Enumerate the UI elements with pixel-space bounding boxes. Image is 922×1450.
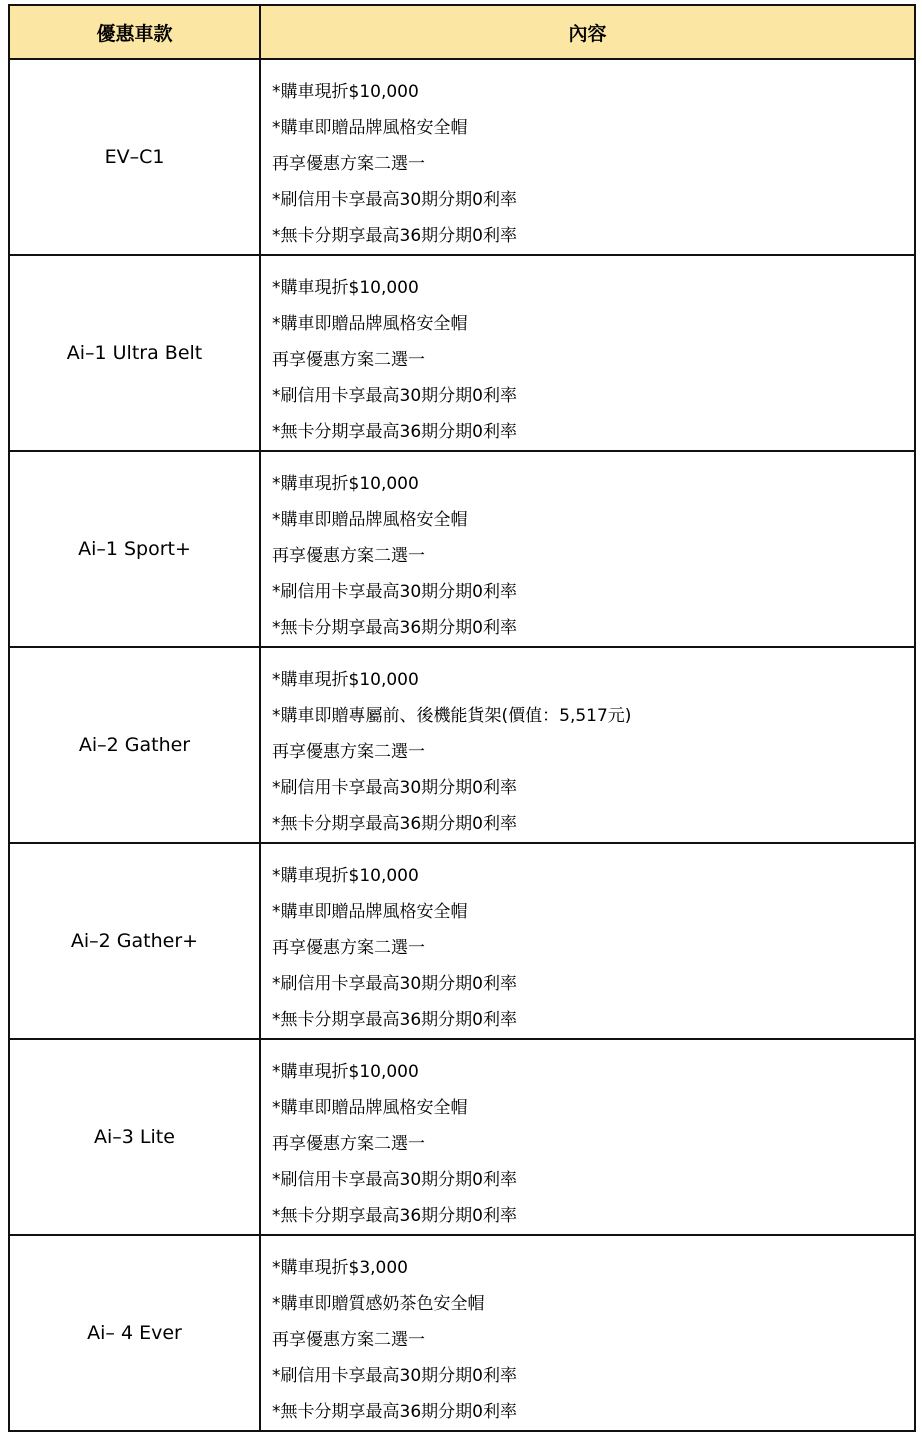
promo-table-body <box>9 59 915 1431</box>
content-line: *刷信用卡享最高30期分期0利率 <box>272 1366 517 1386</box>
content-line: *購車現折$10,000 <box>272 278 419 298</box>
content-line: 再享優惠方案二選一 <box>272 546 425 566</box>
content-line: *購車即贈質感奶茶色安全帽 <box>272 1294 485 1314</box>
content-line: *購車現折$3,000 <box>272 1258 408 1278</box>
content-line: *購車現折$10,000 <box>272 866 419 886</box>
content-cell <box>260 451 915 647</box>
content-line: 再享優惠方案二選一 <box>272 1330 425 1350</box>
content-line: *無卡分期享最高36期分期0利率 <box>272 1010 517 1030</box>
content-line: *無卡分期享最高36期分期0利率 <box>272 618 517 638</box>
table-row <box>9 843 915 1039</box>
content-line: *購車即贈品牌風格安全帽 <box>272 510 468 530</box>
content-cell <box>260 1235 915 1431</box>
content-line: *購車現折$10,000 <box>272 670 419 690</box>
model-cell: Ai–2 Gather+ <box>9 843 260 1039</box>
content-line: *購車現折$10,000 <box>272 1062 419 1082</box>
content-line: 再享優惠方案二選一 <box>272 938 425 958</box>
content-cell <box>260 255 915 451</box>
table-row <box>9 255 915 451</box>
content-line: 再享優惠方案二選一 <box>272 742 425 762</box>
content-line: *刷信用卡享最高30期分期0利率 <box>272 190 517 210</box>
content-line: *購車即贈品牌風格安全帽 <box>272 314 468 334</box>
content-line: *無卡分期享最高36期分期0利率 <box>272 814 517 834</box>
promo-table-header <box>9 5 915 59</box>
model-cell: Ai–1 Sport+ <box>9 451 260 647</box>
content-line: *購車現折$10,000 <box>272 474 419 494</box>
content-cell <box>260 1039 915 1235</box>
content-line: 再享優惠方案二選一 <box>272 1134 425 1154</box>
model-cell: Ai–3 Lite <box>9 1039 260 1235</box>
content-line: *購車即贈專屬前、後機能貨架(價值：5,517元) <box>272 706 632 726</box>
table-row <box>9 59 915 255</box>
model-cell: Ai–1 Ultra Belt <box>9 255 260 451</box>
content-line: *刷信用卡享最高30期分期0利率 <box>272 582 517 602</box>
content-line: *無卡分期享最高36期分期0利率 <box>272 1402 517 1422</box>
promo-table <box>8 4 916 1432</box>
table-row <box>9 1039 915 1235</box>
content-line: *無卡分期享最高36期分期0利率 <box>272 422 517 442</box>
header-row <box>9 5 915 59</box>
content-line: *刷信用卡享最高30期分期0利率 <box>272 778 517 798</box>
content-line: *購車現折$10,000 <box>272 82 419 102</box>
content-line: *購車即贈品牌風格安全帽 <box>272 1098 468 1118</box>
table-row <box>9 451 915 647</box>
content-line: *刷信用卡享最高30期分期0利率 <box>272 974 517 994</box>
content-line: *購車即贈品牌風格安全帽 <box>272 118 468 138</box>
content-line: *無卡分期享最高36期分期0利率 <box>272 1206 517 1226</box>
content-line: 再享優惠方案二選一 <box>272 154 425 174</box>
content-cell <box>260 843 915 1039</box>
content-line: *無卡分期享最高36期分期0利率 <box>272 226 517 246</box>
table-row <box>9 1235 915 1431</box>
content-line: *刷信用卡享最高30期分期0利率 <box>272 386 517 406</box>
model-cell: EV–C1 <box>9 59 260 255</box>
content-line: 再享優惠方案二選一 <box>272 350 425 370</box>
content-cell <box>260 59 915 255</box>
model-cell: Ai– 4 Ever <box>9 1235 260 1431</box>
header-content: 內容 <box>260 5 915 59</box>
model-cell: Ai–2 Gather <box>9 647 260 843</box>
content-line: *購車即贈品牌風格安全帽 <box>272 902 468 922</box>
content-line: *刷信用卡享最高30期分期0利率 <box>272 1170 517 1190</box>
table-row <box>9 647 915 843</box>
content-cell <box>260 647 915 843</box>
header-model: 優惠車款 <box>9 5 260 59</box>
